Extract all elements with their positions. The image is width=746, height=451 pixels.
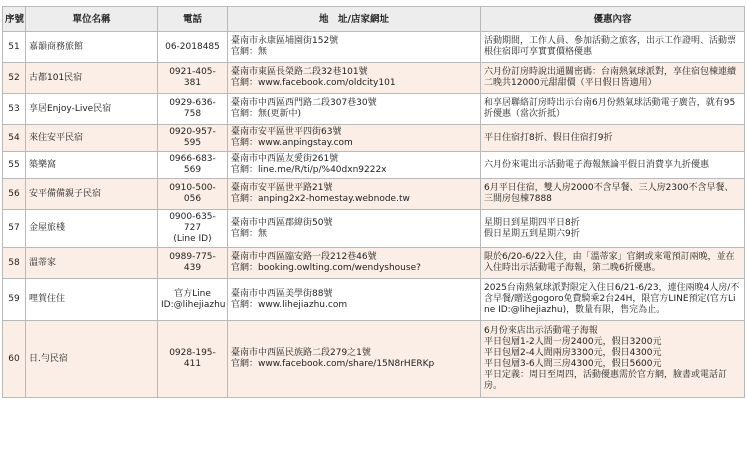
phone-line: 0989-775-439 [169, 252, 216, 273]
website-line: 官網：anping2x2-homestay.webnode.tw [231, 194, 410, 204]
row-offer [481, 152, 745, 179]
website-line: 官網：line.me/R/ti/p/%40dxn9222x [231, 165, 387, 175]
offer-line: 星期日到星期四平日8折 [484, 217, 580, 228]
website-line: 官網：www.anpingstay.com [231, 138, 353, 148]
row-offer [481, 94, 745, 125]
row-offer [481, 321, 745, 398]
row-phone [158, 63, 228, 94]
row-unit-name: 築樂窩 [26, 152, 158, 179]
phone-line: 官方Line [174, 288, 211, 299]
address-line: 臺南市安平區世平四街63號 [231, 127, 342, 137]
row-offer [481, 32, 745, 63]
row-serial-number: 55 [3, 152, 26, 179]
offer-line: 平日包層2-4人間兩房3300元，假日4300元 [484, 348, 662, 358]
offer-line: 六月份訂房時說出通關密碼：台南熱氣球派對，享住宿包棟連續二晚共12000元甜甜價（平日假日皆適用） [484, 67, 737, 88]
offer-line: 2025台南熱氣球派對限定入住日6/21-6/23，連住兩晚4人房/不含早餐/贈送gogoro免費騎乘2台24H，限官方LINE預定(官方Line ID:@lihejiazhu)，數量有限，售完為止。 [484, 283, 740, 315]
table-row [3, 321, 745, 398]
row-unit-name: 安平備備親子民宿 [26, 179, 158, 210]
address-line: 臺南市安平區世平路21號 [231, 183, 333, 193]
row-address [228, 125, 481, 152]
row-offer [481, 63, 745, 94]
website-line: 官網：www.lihejiazhu.com [231, 299, 348, 310]
table-row [3, 279, 745, 321]
phone-line: 0929-636-758 [169, 98, 216, 119]
phone-line: 0900-635-727 [169, 212, 216, 233]
table-row [3, 179, 745, 210]
row-unit-name: 享居Enjoy-Live民宿 [26, 94, 158, 125]
offer-line: 假日星期五到星期六9折 [484, 228, 580, 239]
address-line: 臺南市東區長榮路二段32巷101號 [231, 67, 368, 77]
row-unit-name: 金屋旅棧 [26, 210, 158, 248]
offer-line: 限於6/20-6/22入住，由「溫蒂家」官網或來電預訂兩晚，並在入住時出示活動電子海報，第二晚6折優惠。 [484, 252, 735, 273]
row-phone [158, 125, 228, 152]
address-line: 臺南市中西區臨安路一段212巷46號 [231, 252, 377, 262]
table-row [3, 248, 745, 279]
row-unit-name: 哩賀住住 [26, 279, 158, 321]
row-unit-name: 溫蒂家 [26, 248, 158, 279]
phone-line: 0928-195-411 [169, 348, 216, 369]
row-serial-number: 51 [3, 32, 26, 63]
row-address [228, 321, 481, 398]
website-line: 官網：無(更新中) [231, 109, 302, 119]
accommodation-discount-table [2, 6, 745, 398]
phone-line: 0910-500-056 [169, 183, 216, 204]
address-line: 臺南市中西區郡緯街50號 [231, 217, 333, 228]
row-address [228, 179, 481, 210]
address-line: 臺南市中西區民族路二段279之1號 [231, 348, 371, 358]
row-phone [158, 94, 228, 125]
row-offer [481, 179, 745, 210]
table-row [3, 32, 745, 63]
phone-line: ID:@lihejiazhu [161, 299, 226, 310]
header-unit-name: 單位名稱 [26, 7, 158, 32]
row-phone [158, 32, 228, 63]
row-serial-number: 58 [3, 248, 26, 279]
website-line: 官網：www.facebook.com/share/15N8rHERKp [231, 359, 435, 369]
row-serial-number: 53 [3, 94, 26, 125]
row-offer [481, 125, 745, 152]
phone-line: 0921-405-381 [169, 67, 216, 88]
offer-line: 平日包層1-2人間一房2400元，假日3200元 [484, 337, 662, 347]
row-address [228, 94, 481, 125]
row-serial-number: 59 [3, 279, 26, 321]
phone-line: 0966-683-569 [169, 154, 216, 175]
offer-line: 平日住宿打8折、假日住宿打9折 [484, 132, 613, 143]
header-offer: 優惠內容 [481, 7, 745, 32]
row-phone [158, 152, 228, 179]
row-address [228, 210, 481, 248]
offer-line: 和享居聯絡訂房時出示台南6月份熱氣球活動電子廣告，就有95折優惠（當次折抵） [484, 98, 736, 119]
table-row [3, 152, 745, 179]
website-line: 官網：www.facebook.com/oldcity101 [231, 78, 396, 88]
row-serial-number: 60 [3, 321, 26, 398]
offer-line: 平日包層3-6人間三房4300元，假日5600元 [484, 359, 662, 369]
row-serial-number: 56 [3, 179, 26, 210]
offer-line: 六月份來電出示活動電子海報無論平假日消費享九折優惠 [484, 159, 710, 170]
header-phone: 電話 [158, 7, 228, 32]
row-phone [158, 248, 228, 279]
table-row [3, 125, 745, 152]
row-address [228, 248, 481, 279]
phone-line: (Line ID) [173, 234, 212, 244]
phone-line: 06-2018485 [165, 41, 220, 52]
row-serial-number: 52 [3, 63, 26, 94]
phone-line: 0920-957-595 [169, 127, 216, 148]
row-offer [481, 279, 745, 321]
offer-line: 活動期間，工作人員、參加活動之旅客，出示工作證明、活動票根住宿即可享實實價格優惠 [484, 36, 737, 57]
row-address [228, 279, 481, 321]
offer-line: 6月份來店出示活動電子海報 [484, 326, 598, 336]
row-address [228, 32, 481, 63]
row-phone [158, 321, 228, 398]
table-row [3, 63, 745, 94]
row-offer [481, 248, 745, 279]
table-row [3, 94, 745, 125]
row-serial-number: 54 [3, 125, 26, 152]
row-unit-name: 來住安平民宿 [26, 125, 158, 152]
row-serial-number: 57 [3, 210, 26, 248]
row-phone [158, 179, 228, 210]
listing-table-container [2, 6, 744, 398]
offer-line: 6月平日住宿，雙人房2000不含早餐、三人房2300不含早餐、三間房包棟7888 [484, 183, 734, 204]
website-line: 官網：無 [231, 47, 268, 57]
row-address [228, 63, 481, 94]
row-address [228, 152, 481, 179]
header-address: 地 址/店家網址 [228, 7, 481, 32]
address-line: 臺南市中西區友愛街261號 [231, 154, 339, 164]
table-header-row [3, 7, 745, 32]
address-line: 臺南市永康區埔園街152號 [231, 36, 339, 46]
header-serial-number: 序號 [3, 7, 26, 32]
table-row [3, 210, 745, 248]
row-unit-name: 嘉韻商務旅館 [26, 32, 158, 63]
row-unit-name: 古都101民宿 [26, 63, 158, 94]
row-phone [158, 210, 228, 248]
row-offer [481, 210, 745, 248]
row-phone [158, 279, 228, 321]
address-line: 臺南市中西區西門路二段307巷30號 [231, 98, 377, 108]
row-unit-name: 日.勻民宿 [26, 321, 158, 398]
website-line: 官網：無 [231, 228, 268, 239]
offer-line: 平日定義：周日至周四，活動優惠需於官方網，臉書或電話訂房。 [484, 370, 728, 391]
address-line: 臺南市中西區美學街88號 [231, 288, 333, 299]
website-line: 官網：booking.owlting.com/wendyshouse? [231, 263, 421, 273]
